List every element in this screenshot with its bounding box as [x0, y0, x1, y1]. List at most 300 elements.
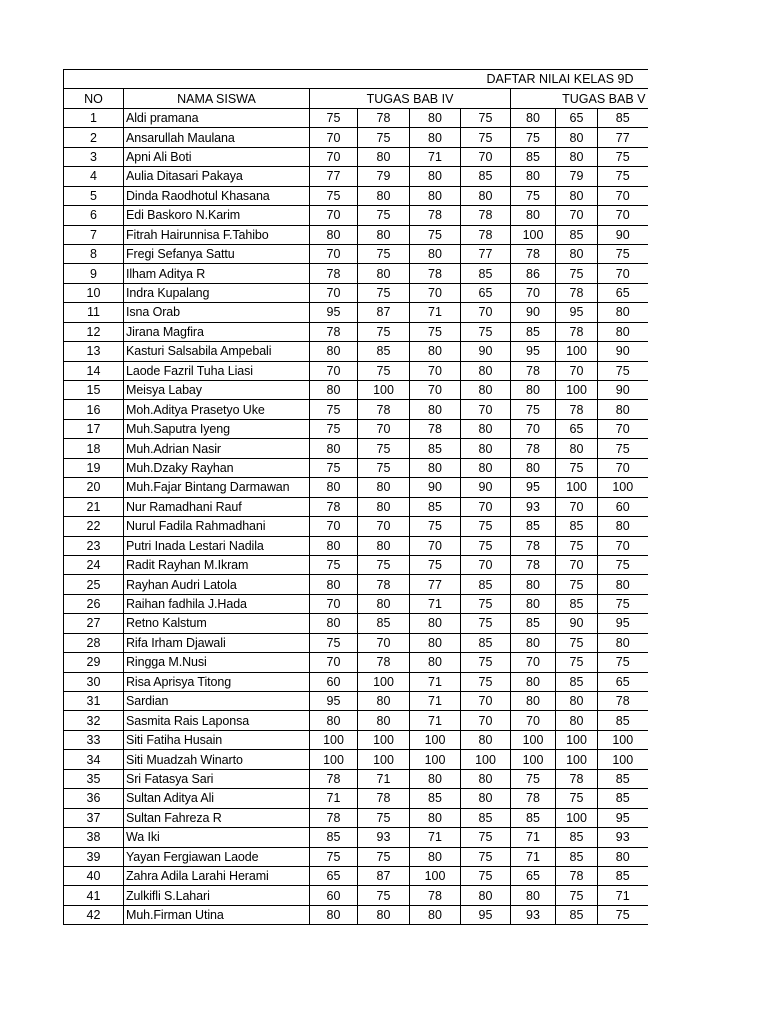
- score-cell: 65: [511, 866, 556, 885]
- student-name: Ilham Aditya R: [124, 264, 310, 283]
- student-name: Muh.Fajar Bintang Darmawan: [124, 478, 310, 497]
- score-cell: 70: [556, 361, 598, 380]
- student-name: Siti Fatiha Husain: [124, 730, 310, 749]
- score-cell: 78: [310, 769, 358, 788]
- student-number: 22: [64, 517, 124, 536]
- score-cell: 70: [598, 419, 648, 438]
- score-cell: 80: [410, 847, 461, 866]
- score-cell: 75: [358, 361, 410, 380]
- score-cell: 78: [358, 789, 410, 808]
- score-cell: 70: [410, 283, 461, 302]
- score-cell: 80: [461, 886, 511, 905]
- table-row: [64, 575, 648, 594]
- score-cell: 90: [598, 381, 648, 400]
- score-cell: 77: [461, 244, 511, 263]
- score-cell: 90: [598, 225, 648, 244]
- score-cell: 100: [556, 750, 598, 769]
- score-cell: 80: [410, 342, 461, 361]
- table-row: [64, 186, 648, 205]
- score-cell: 100: [556, 808, 598, 827]
- score-cell: 80: [410, 400, 461, 419]
- score-cell: 100: [556, 730, 598, 749]
- score-cell: 85: [461, 808, 511, 827]
- score-cell: 80: [358, 711, 410, 730]
- student-name: Apni Ali Boti: [124, 147, 310, 166]
- student-name: Zahra Adila Larahi Herami: [124, 866, 310, 885]
- student-number: 36: [64, 789, 124, 808]
- student-number: 9: [64, 264, 124, 283]
- student-name: Ansarullah Maulana: [124, 128, 310, 147]
- score-cell: 75: [358, 283, 410, 302]
- score-cell: 80: [358, 147, 410, 166]
- score-cell: 80: [461, 458, 511, 477]
- score-cell: 80: [556, 186, 598, 205]
- table-row: [64, 128, 648, 147]
- score-cell: 75: [556, 264, 598, 283]
- score-cell: 71: [410, 303, 461, 322]
- score-cell: 80: [358, 497, 410, 516]
- score-cell: 80: [358, 692, 410, 711]
- score-cell: 80: [410, 108, 461, 127]
- student-name: Dinda Raodhotul Khasana: [124, 186, 310, 205]
- score-cell: 78: [461, 206, 511, 225]
- score-cell: 70: [310, 283, 358, 302]
- score-cell: 95: [556, 303, 598, 322]
- score-cell: 70: [598, 264, 648, 283]
- table-row: [64, 419, 648, 438]
- score-cell: 80: [410, 128, 461, 147]
- table-row: [64, 439, 648, 458]
- student-number: 42: [64, 905, 124, 924]
- student-number: 30: [64, 672, 124, 691]
- student-number: 32: [64, 711, 124, 730]
- student-number: 11: [64, 303, 124, 322]
- table-row: [64, 828, 648, 847]
- student-name: Sultan Fahreza R: [124, 808, 310, 827]
- score-cell: 85: [358, 614, 410, 633]
- student-name: Aldi pramana: [124, 108, 310, 127]
- score-cell: 78: [410, 886, 461, 905]
- score-cell: 60: [310, 886, 358, 905]
- score-cell: 80: [511, 575, 556, 594]
- score-cell: 75: [598, 244, 648, 263]
- score-cell: 90: [410, 478, 461, 497]
- student-number: 13: [64, 342, 124, 361]
- score-cell: 80: [511, 167, 556, 186]
- student-name: Rifa Irham Djawali: [124, 633, 310, 652]
- score-cell: 78: [511, 439, 556, 458]
- score-cell: 80: [461, 381, 511, 400]
- student-number: 6: [64, 206, 124, 225]
- score-cell: 78: [310, 264, 358, 283]
- score-cell: 71: [310, 789, 358, 808]
- student-name: Meisya Labay: [124, 381, 310, 400]
- score-cell: 100: [358, 750, 410, 769]
- score-cell: 70: [310, 361, 358, 380]
- score-cell: 85: [556, 672, 598, 691]
- student-number: 4: [64, 167, 124, 186]
- score-cell: 75: [358, 128, 410, 147]
- score-cell: 79: [358, 167, 410, 186]
- score-cell: 65: [598, 672, 648, 691]
- score-cell: 80: [358, 594, 410, 613]
- student-name: Aulia Ditasari Pakaya: [124, 167, 310, 186]
- student-number: 19: [64, 458, 124, 477]
- score-cell: 70: [511, 711, 556, 730]
- table-row: [64, 711, 648, 730]
- table-row: [64, 381, 648, 400]
- score-cell: 85: [556, 594, 598, 613]
- score-cell: 100: [556, 342, 598, 361]
- score-cell: 80: [461, 419, 511, 438]
- score-cell: 80: [598, 575, 648, 594]
- score-cell: 100: [556, 478, 598, 497]
- score-cell: 70: [556, 206, 598, 225]
- score-cell: 75: [461, 653, 511, 672]
- score-cell: 65: [556, 108, 598, 127]
- score-cell: 78: [410, 206, 461, 225]
- score-cell: 70: [461, 400, 511, 419]
- score-cell: 78: [358, 400, 410, 419]
- score-cell: 70: [598, 458, 648, 477]
- score-cell: 70: [461, 147, 511, 166]
- table-row: [64, 147, 648, 166]
- score-cell: 100: [511, 750, 556, 769]
- score-cell: 80: [410, 458, 461, 477]
- score-cell: 100: [310, 730, 358, 749]
- score-cell: 75: [598, 167, 648, 186]
- table-row: [64, 283, 648, 302]
- score-cell: 70: [461, 497, 511, 516]
- score-cell: 85: [358, 342, 410, 361]
- student-number: 24: [64, 555, 124, 574]
- student-number: 39: [64, 847, 124, 866]
- score-cell: 75: [598, 594, 648, 613]
- table-row: [64, 206, 648, 225]
- score-cell: 70: [410, 361, 461, 380]
- score-cell: 75: [310, 633, 358, 652]
- student-name: Zulkifli S.Lahari: [124, 886, 310, 905]
- table-row: [64, 730, 648, 749]
- student-name: Ringga M.Nusi: [124, 653, 310, 672]
- header-tugas-bab-iv: TUGAS BAB IV: [310, 89, 511, 108]
- score-cell: 78: [511, 244, 556, 263]
- score-cell: 80: [410, 614, 461, 633]
- table-row: [64, 905, 648, 924]
- student-number: 23: [64, 536, 124, 555]
- score-cell: 75: [556, 653, 598, 672]
- score-cell: 100: [410, 730, 461, 749]
- score-cell: 75: [310, 458, 358, 477]
- student-number: 33: [64, 730, 124, 749]
- table-row: [64, 361, 648, 380]
- score-cell: 75: [598, 147, 648, 166]
- student-number: 18: [64, 439, 124, 458]
- student-name: Indra Kupalang: [124, 283, 310, 302]
- student-name: Kasturi Salsabila Ampebali: [124, 342, 310, 361]
- score-cell: 71: [410, 828, 461, 847]
- score-cell: 100: [598, 478, 648, 497]
- score-cell: 85: [598, 769, 648, 788]
- score-cell: 75: [358, 322, 410, 341]
- student-name: Muh.Adrian Nasir: [124, 439, 310, 458]
- score-cell: 75: [556, 633, 598, 652]
- score-cell: 75: [310, 400, 358, 419]
- table-row: [64, 342, 648, 361]
- score-cell: 80: [410, 808, 461, 827]
- score-cell: 80: [511, 633, 556, 652]
- score-cell: 78: [598, 692, 648, 711]
- score-cell: 85: [598, 866, 648, 885]
- score-cell: 75: [461, 828, 511, 847]
- student-number: 5: [64, 186, 124, 205]
- score-cell: 80: [310, 614, 358, 633]
- student-number: 7: [64, 225, 124, 244]
- score-cell: 75: [358, 808, 410, 827]
- score-cell: 93: [358, 828, 410, 847]
- table-row: [64, 808, 648, 827]
- score-cell: 75: [461, 866, 511, 885]
- score-cell: 70: [556, 497, 598, 516]
- score-cell: 95: [461, 905, 511, 924]
- score-cell: 85: [461, 167, 511, 186]
- score-cell: 87: [358, 866, 410, 885]
- score-cell: 70: [410, 536, 461, 555]
- score-cell: 80: [310, 478, 358, 497]
- score-cell: 75: [358, 439, 410, 458]
- score-cell: 85: [461, 575, 511, 594]
- score-cell: 80: [358, 225, 410, 244]
- score-cell: 85: [598, 711, 648, 730]
- score-cell: 65: [461, 283, 511, 302]
- score-cell: 70: [511, 419, 556, 438]
- score-cell: 80: [410, 653, 461, 672]
- table-row: [64, 400, 648, 419]
- score-cell: 80: [511, 206, 556, 225]
- score-cell: 75: [511, 186, 556, 205]
- student-number: 34: [64, 750, 124, 769]
- score-cell: 78: [511, 536, 556, 555]
- table-row: [64, 458, 648, 477]
- score-cell: 70: [310, 128, 358, 147]
- score-cell: 80: [410, 633, 461, 652]
- table-row: [64, 555, 648, 574]
- score-cell: 70: [556, 555, 598, 574]
- score-cell: 75: [556, 886, 598, 905]
- student-number: 20: [64, 478, 124, 497]
- score-cell: 65: [556, 419, 598, 438]
- student-name: Sultan Aditya Ali: [124, 789, 310, 808]
- score-cell: 77: [310, 167, 358, 186]
- student-number: 3: [64, 147, 124, 166]
- table-row: [64, 750, 648, 769]
- score-cell: 80: [310, 905, 358, 924]
- student-number: 21: [64, 497, 124, 516]
- score-cell: 75: [310, 186, 358, 205]
- score-cell: 75: [511, 400, 556, 419]
- student-name: Wa Iki: [124, 828, 310, 847]
- student-name: Edi Baskoro N.Karim: [124, 206, 310, 225]
- score-cell: 85: [556, 905, 598, 924]
- score-cell: 71: [511, 847, 556, 866]
- score-cell: 100: [358, 672, 410, 691]
- score-cell: 80: [310, 711, 358, 730]
- score-cell: 71: [410, 147, 461, 166]
- title-row: [64, 70, 648, 89]
- student-name: Laode Fazril Tuha Liasi: [124, 361, 310, 380]
- score-cell: 75: [511, 128, 556, 147]
- score-cell: 70: [358, 419, 410, 438]
- score-cell: 85: [598, 789, 648, 808]
- score-cell: 70: [310, 653, 358, 672]
- score-cell: 80: [410, 186, 461, 205]
- student-number: 35: [64, 769, 124, 788]
- score-cell: 75: [461, 594, 511, 613]
- score-cell: 70: [598, 536, 648, 555]
- student-number: 27: [64, 614, 124, 633]
- table-row: [64, 264, 648, 283]
- header-row: [64, 89, 648, 108]
- score-cell: 75: [598, 439, 648, 458]
- score-cell: 78: [358, 108, 410, 127]
- score-cell: 95: [310, 303, 358, 322]
- student-name: Fitrah Hairunnisa F.Tahibo: [124, 225, 310, 244]
- score-cell: 78: [410, 264, 461, 283]
- table-row: [64, 167, 648, 186]
- score-cell: 80: [410, 167, 461, 186]
- score-cell: 85: [556, 828, 598, 847]
- student-number: 2: [64, 128, 124, 147]
- score-cell: 70: [511, 653, 556, 672]
- student-number: 31: [64, 692, 124, 711]
- table-row: [64, 244, 648, 263]
- score-cell: 75: [358, 244, 410, 263]
- score-cell: 71: [358, 769, 410, 788]
- score-cell: 80: [556, 128, 598, 147]
- score-cell: 80: [461, 769, 511, 788]
- score-cell: 79: [556, 167, 598, 186]
- score-cell: 80: [511, 458, 556, 477]
- student-name: Isna Orab: [124, 303, 310, 322]
- header-name: NAMA SISWA: [124, 89, 310, 108]
- score-cell: 75: [511, 769, 556, 788]
- student-number: 17: [64, 419, 124, 438]
- score-cell: 80: [358, 478, 410, 497]
- score-cell: 100: [310, 750, 358, 769]
- student-name: Sardian: [124, 692, 310, 711]
- score-cell: 80: [511, 886, 556, 905]
- score-cell: 77: [410, 575, 461, 594]
- score-cell: 80: [358, 186, 410, 205]
- student-name: Nur Ramadhani Rauf: [124, 497, 310, 516]
- score-cell: 80: [358, 264, 410, 283]
- score-cell: 75: [410, 322, 461, 341]
- table-row: [64, 536, 648, 555]
- student-name: Siti Muadzah Winarto: [124, 750, 310, 769]
- score-cell: 75: [461, 108, 511, 127]
- score-cell: 75: [358, 555, 410, 574]
- student-number: 40: [64, 866, 124, 885]
- score-cell: 75: [598, 361, 648, 380]
- score-cell: 75: [410, 555, 461, 574]
- table-row: [64, 886, 648, 905]
- score-cell: 75: [598, 653, 648, 672]
- score-cell: 100: [556, 381, 598, 400]
- student-number: 12: [64, 322, 124, 341]
- student-name: Raihan fadhila J.Hada: [124, 594, 310, 613]
- student-name: Muh.Dzaky Rayhan: [124, 458, 310, 477]
- score-cell: 85: [461, 633, 511, 652]
- score-cell: 78: [511, 789, 556, 808]
- score-cell: 75: [410, 225, 461, 244]
- score-cell: 85: [556, 847, 598, 866]
- table-row: [64, 225, 648, 244]
- score-cell: 78: [310, 808, 358, 827]
- table-row: [64, 633, 648, 652]
- score-cell: 100: [511, 225, 556, 244]
- score-cell: 70: [310, 147, 358, 166]
- score-cell: 65: [310, 866, 358, 885]
- score-cell: 100: [461, 750, 511, 769]
- table-row: [64, 303, 648, 322]
- score-cell: 80: [556, 244, 598, 263]
- student-number: 26: [64, 594, 124, 613]
- score-cell: 71: [410, 692, 461, 711]
- score-cell: 70: [511, 283, 556, 302]
- score-cell: 85: [511, 517, 556, 536]
- score-cell: 78: [310, 497, 358, 516]
- score-cell: 80: [461, 186, 511, 205]
- table-row: [64, 847, 648, 866]
- student-name: Sasmita Rais Laponsa: [124, 711, 310, 730]
- score-cell: 75: [358, 458, 410, 477]
- score-cell: 87: [358, 303, 410, 322]
- header-no: NO: [64, 89, 124, 108]
- student-number: 38: [64, 828, 124, 847]
- score-cell: 75: [310, 847, 358, 866]
- table-row: [64, 692, 648, 711]
- score-cell: 75: [598, 555, 648, 574]
- table-row: [64, 769, 648, 788]
- student-name: Jirana Magfira: [124, 322, 310, 341]
- score-cell: 75: [358, 886, 410, 905]
- score-cell: 80: [598, 633, 648, 652]
- score-cell: 85: [410, 497, 461, 516]
- score-cell: 80: [556, 692, 598, 711]
- student-name: Risa Aprisya Titong: [124, 672, 310, 691]
- student-name: Retno Kalstum: [124, 614, 310, 633]
- student-number: 28: [64, 633, 124, 652]
- score-cell: 85: [461, 264, 511, 283]
- score-cell: 95: [598, 614, 648, 633]
- score-cell: 70: [461, 555, 511, 574]
- score-cell: 75: [461, 517, 511, 536]
- score-cell: 90: [511, 303, 556, 322]
- score-cell: 85: [511, 147, 556, 166]
- table-row: [64, 322, 648, 341]
- score-cell: 80: [598, 847, 648, 866]
- student-name: Moh.Aditya Prasetyo Uke: [124, 400, 310, 419]
- score-cell: 85: [410, 439, 461, 458]
- score-cell: 95: [511, 478, 556, 497]
- score-cell: 93: [511, 497, 556, 516]
- score-cell: 80: [556, 711, 598, 730]
- student-name: Radit Rayhan M.Ikram: [124, 555, 310, 574]
- score-cell: 80: [598, 400, 648, 419]
- score-cell: 90: [461, 342, 511, 361]
- score-cell: 80: [358, 536, 410, 555]
- score-cell: 71: [410, 672, 461, 691]
